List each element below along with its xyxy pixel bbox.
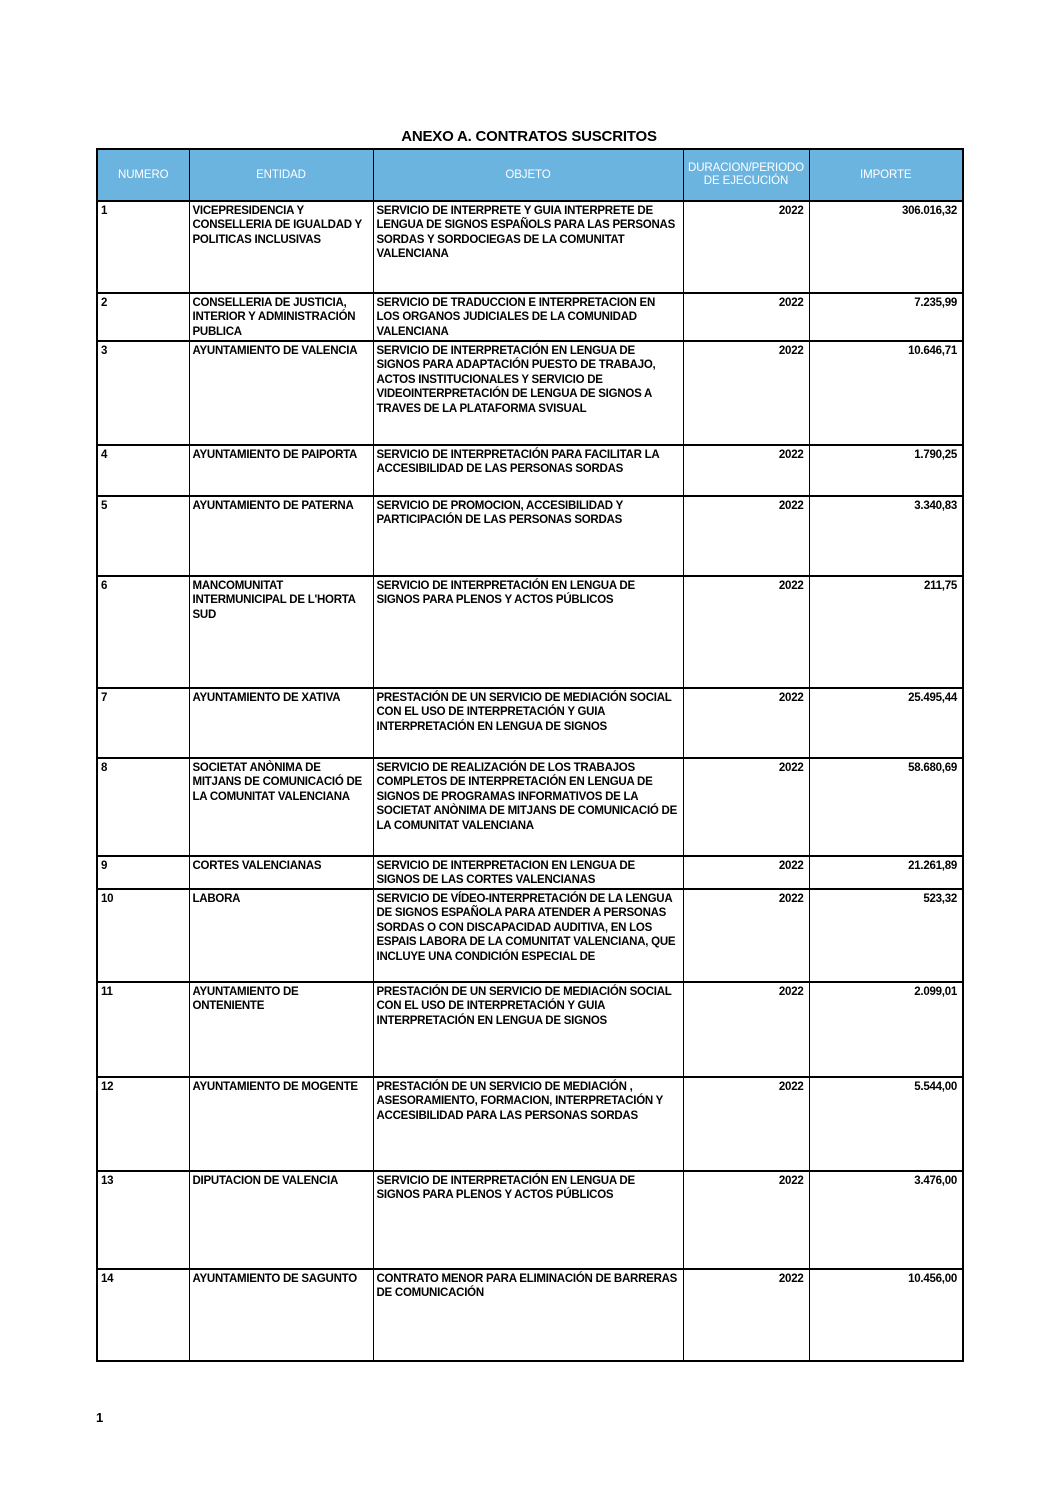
table-row xyxy=(97,856,963,889)
cell-numero: 8 xyxy=(97,758,189,856)
cell-objeto: SERVICIO DE INTERPRETACIÓN EN LENGUA DE SIGNOS PARA ADAPTACIÓN PUESTO DE TRABAJO, ACTOS INSTITUCIONALES Y SERVICIO DE VIDEOINTERPRETACIÓN DE LENGUA DE SIGNOS A TRAVES DE LA PLATAFORMA SVISUAL xyxy=(373,341,683,445)
cell-entidad: CONSELLERIA DE JUSTICIA, INTERIOR Y ADMINISTRACIÓN PUBLICA xyxy=(189,293,373,341)
cell-entidad: VICEPRESIDENCIA Y CONSELLERIA DE IGUALDAD Y POLITICAS INCLUSIVAS xyxy=(189,201,373,293)
cell-numero: 13 xyxy=(97,1171,189,1269)
cell-numero: 6 xyxy=(97,576,189,688)
cell-importe: 7.235,99 xyxy=(809,293,963,341)
cell-numero: 9 xyxy=(97,856,189,889)
cell-numero: 1 xyxy=(97,201,189,293)
cell-importe: 10.456,00 xyxy=(809,1269,963,1361)
cell-duracion: 2022 xyxy=(683,341,809,445)
cell-duracion: 2022 xyxy=(683,982,809,1077)
cell-objeto: SERVICIO DE TRADUCCION E INTERPRETACION EN LOS ORGANOS JUDICIALES DE LA COMUNIDAD VALENCIANA xyxy=(373,293,683,341)
column-header-duracion: DURACION/PERIODO DE EJECUCIÓN xyxy=(683,149,809,201)
cell-numero: 11 xyxy=(97,982,189,1077)
cell-numero: 7 xyxy=(97,688,189,758)
table-row xyxy=(97,889,963,982)
table-row xyxy=(97,1171,963,1269)
cell-duracion: 2022 xyxy=(683,293,809,341)
cell-objeto: CONTRATO MENOR PARA ELIMINACIÓN DE BARRERAS DE COMUNICACIÓN xyxy=(373,1269,683,1361)
cell-duracion: 2022 xyxy=(683,201,809,293)
cell-objeto: PRESTACIÓN DE UN SERVICIO DE MEDIACIÓN SOCIAL CON EL USO DE INTERPRETACIÓN Y GUIA INTERPRETACIÓN EN LENGUA DE SIGNOS xyxy=(373,982,683,1077)
cell-objeto: SERVICIO DE INTERPRETE Y GUIA INTERPRETE DE LENGUA DE SIGNOS ESPAÑOLS PARA LAS PERSONAS SORDAS Y SORDOCIEGAS DE LA COMUNITAT VALENCIANA xyxy=(373,201,683,293)
cell-objeto: SERVICIO DE VÍDEO-INTERPRETACIÓN DE LA LENGUA DE SIGNOS ESPAÑOLA PARA ATENDER A PERSONAS SORDAS O CON DISCAPACIDAD AUDITIVA, EN LOS ESPAIS LABORA DE LA COMUNITAT VALENCIANA, QUE INCLUYE UNA CONDICIÓN ESPECIAL DE xyxy=(373,889,683,982)
table-row xyxy=(97,758,963,856)
cell-importe: 10.646,71 xyxy=(809,341,963,445)
page-number: 1 xyxy=(96,1410,104,1425)
cell-entidad: AYUNTAMIENTO DE PAIPORTA xyxy=(189,445,373,496)
cell-objeto: SERVICIO DE REALIZACIÓN DE LOS TRABAJOS COMPLETOS DE INTERPRETACIÓN EN LENGUA DE SIGNOS DE PROGRAMAS INFORMATIVOS DE LA SOCIETAT ANÒNIMA DE MITJANS DE COMUNICACIÓ DE LA COMUNITAT VALENCIANA xyxy=(373,758,683,856)
cell-importe: 21.261,89 xyxy=(809,856,963,889)
cell-duracion: 2022 xyxy=(683,1171,809,1269)
cell-numero: 2 xyxy=(97,293,189,341)
cell-entidad: AYUNTAMIENTO DE MOGENTE xyxy=(189,1077,373,1171)
cell-duracion: 2022 xyxy=(683,1077,809,1171)
table-row xyxy=(97,496,963,576)
cell-entidad: AYUNTAMIENTO DE PATERNA xyxy=(189,496,373,576)
cell-entidad: CORTES VALENCIANAS xyxy=(189,856,373,889)
cell-objeto: PRESTACIÓN DE UN SERVICIO DE MEDIACIÓN SOCIAL CON EL USO DE INTERPRETACIÓN Y GUIA INTERPRETACIÓN EN LENGUA DE SIGNOS xyxy=(373,688,683,758)
cell-entidad: AYUNTAMIENTO DE XATIVA xyxy=(189,688,373,758)
column-header-importe: IMPORTE xyxy=(809,149,963,201)
cell-importe: 5.544,00 xyxy=(809,1077,963,1171)
cell-importe: 211,75 xyxy=(809,576,963,688)
cell-importe: 306.016,32 xyxy=(809,201,963,293)
cell-entidad: DIPUTACION DE VALENCIA xyxy=(189,1171,373,1269)
cell-duracion: 2022 xyxy=(683,856,809,889)
cell-importe: 3.340,83 xyxy=(809,496,963,576)
cell-importe: 58.680,69 xyxy=(809,758,963,856)
table-row xyxy=(97,445,963,496)
column-header-numero: NUMERO xyxy=(97,149,189,201)
cell-numero: 5 xyxy=(97,496,189,576)
table-header xyxy=(97,149,963,201)
cell-duracion: 2022 xyxy=(683,688,809,758)
cell-objeto: PRESTACIÓN DE UN SERVICIO DE MEDIACIÓN , ASESORAMIENTO, FORMACION, INTERPRETACIÓN Y ACCESIBILIDAD PARA LAS PERSONAS SORDAS xyxy=(373,1077,683,1171)
cell-importe: 3.476,00 xyxy=(809,1171,963,1269)
cell-objeto: SERVICIO DE INTERPRETACIÓN EN LENGUA DE SIGNOS PARA PLENOS Y ACTOS PÚBLICOS xyxy=(373,576,683,688)
cell-importe: 25.495,44 xyxy=(809,688,963,758)
table-row xyxy=(97,576,963,688)
cell-entidad: AYUNTAMIENTO DE ONTENIENTE xyxy=(189,982,373,1077)
cell-numero: 14 xyxy=(97,1269,189,1361)
cell-numero: 10 xyxy=(97,889,189,982)
column-header-entidad: ENTIDAD xyxy=(189,149,373,201)
cell-duracion: 2022 xyxy=(683,445,809,496)
table-row xyxy=(97,341,963,445)
cell-importe: 2.099,01 xyxy=(809,982,963,1077)
cell-duracion: 2022 xyxy=(683,576,809,688)
table-row xyxy=(97,982,963,1077)
cell-importe: 1.790,25 xyxy=(809,445,963,496)
cell-entidad: AYUNTAMIENTO DE VALENCIA xyxy=(189,341,373,445)
cell-importe: 523,32 xyxy=(809,889,963,982)
column-header-objeto: OBJETO xyxy=(373,149,683,201)
table-row xyxy=(97,1077,963,1171)
table-row xyxy=(97,293,963,341)
table-body xyxy=(97,201,963,1361)
cell-duracion: 2022 xyxy=(683,1269,809,1361)
cell-entidad: MANCOMUNITAT INTERMUNICIPAL DE L'HORTA SUD xyxy=(189,576,373,688)
contracts-table-container xyxy=(96,148,962,1362)
cell-entidad: SOCIETAT ANÒNIMA DE MITJANS DE COMUNICACIÓ DE LA COMUNITAT VALENCIANA xyxy=(189,758,373,856)
cell-objeto: SERVICIO DE PROMOCION, ACCESIBILIDAD Y PARTICIPACIÓN DE LAS PERSONAS SORDAS xyxy=(373,496,683,576)
cell-duracion: 2022 xyxy=(683,496,809,576)
contracts-table xyxy=(96,148,964,1362)
cell-duracion: 2022 xyxy=(683,889,809,982)
cell-entidad: AYUNTAMIENTO DE SAGUNTO xyxy=(189,1269,373,1361)
cell-objeto: SERVICIO DE INTERPRETACION EN LENGUA DE SIGNOS DE LAS CORTES VALENCIANAS xyxy=(373,856,683,889)
cell-numero: 12 xyxy=(97,1077,189,1171)
table-row xyxy=(97,688,963,758)
cell-entidad: LABORA xyxy=(189,889,373,982)
cell-objeto: SERVICIO DE INTERPRETACIÓN PARA FACILITAR LA ACCESIBILIDAD DE LAS PERSONAS SORDAS xyxy=(373,445,683,496)
cell-numero: 3 xyxy=(97,341,189,445)
cell-numero: 4 xyxy=(97,445,189,496)
page-title: ANEXO A. CONTRATOS SUSCRITOS xyxy=(401,128,657,145)
table-header-row xyxy=(97,149,963,201)
table-row xyxy=(97,201,963,293)
cell-objeto: SERVICIO DE INTERPRETACIÓN EN LENGUA DE SIGNOS PARA PLENOS Y ACTOS PÚBLICOS xyxy=(373,1171,683,1269)
cell-duracion: 2022 xyxy=(683,758,809,856)
table-row xyxy=(97,1269,963,1361)
